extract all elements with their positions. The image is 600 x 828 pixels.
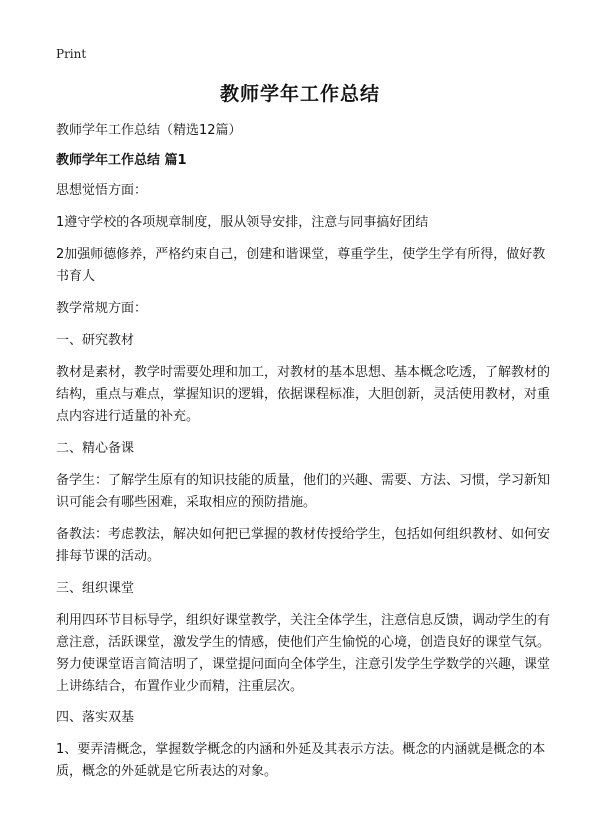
paragraph-fundamentals-item-1: 1、要弄清概念，掌握数学概念的内涵和外延及其表示方法。概念的内涵就是概念的本质，概念的外延就是它所表达的对象。 [56,742,546,779]
paragraph-ideology-item-2: 2加强师德修养，严格约束自己，创建和谐课堂，尊重学生，使学生学有所得，做好教书育人 [56,247,546,284]
section-heading: 教师学年工作总结 篇1 [56,153,187,168]
paragraph-ideology-item-1: 1遵守学校的各项规章制度，服从领导安排，注意与同事搞好团结 [56,215,429,230]
paragraph-study-materials-heading: 一、研究教材 [56,333,135,348]
paragraph-lesson-prep-heading: 二、精心备课 [56,441,135,456]
document-body [56,120,556,793]
paragraph-ideology-heading: 思想觉悟方面： [56,183,148,198]
document-subtitle: 教师学年工作总结（精选12篇） [56,123,242,138]
paragraph-study-materials-body: 教材是素材，教学时需要处理和加工，对教材的基本思想、基本概念吃透，了解教材的结构，重点与难点，掌握知识的逻辑，依据课程标准，大胆创新，灵活使用教材，对重点内容进行适量的补充。 [56,365,551,424]
paragraph-prep-students: 备学生：了解学生原有的知识技能的质量，他们的兴趣、需要、方法、习惯，学习新知识可能会有哪些困难，采取相应的预防措施。 [56,473,551,510]
paragraph-fundamentals-heading: 四、落实双基 [56,710,135,725]
document-title: 教师学年工作总结 [219,83,380,105]
paragraph-teaching-routine-heading: 教学常规方面： [56,301,148,316]
paragraph-prep-methods: 备教法：考虑教法，解决如何把已掌握的教材传授给学生，包括如何组织教材、如何安排每节课的活动。 [56,527,551,564]
print-label: Print [56,47,87,61]
paragraph-classroom-heading: 三、组织课堂 [56,581,135,596]
paragraph-classroom-body: 利用四环节目标导学，组织好课堂教学，关注全体学生，注意信息反馈，调动学生的有意注意，活跃课堂，激发学生的情感，使他们产生愉悦的心境，创造良好的课堂气氛。努力使课堂语言简洁明了，课堂提问面向全体学生，注意引发学生学数学的兴趣，课堂上讲练结合，布置作业少而精，注重层次。 [56,613,551,694]
